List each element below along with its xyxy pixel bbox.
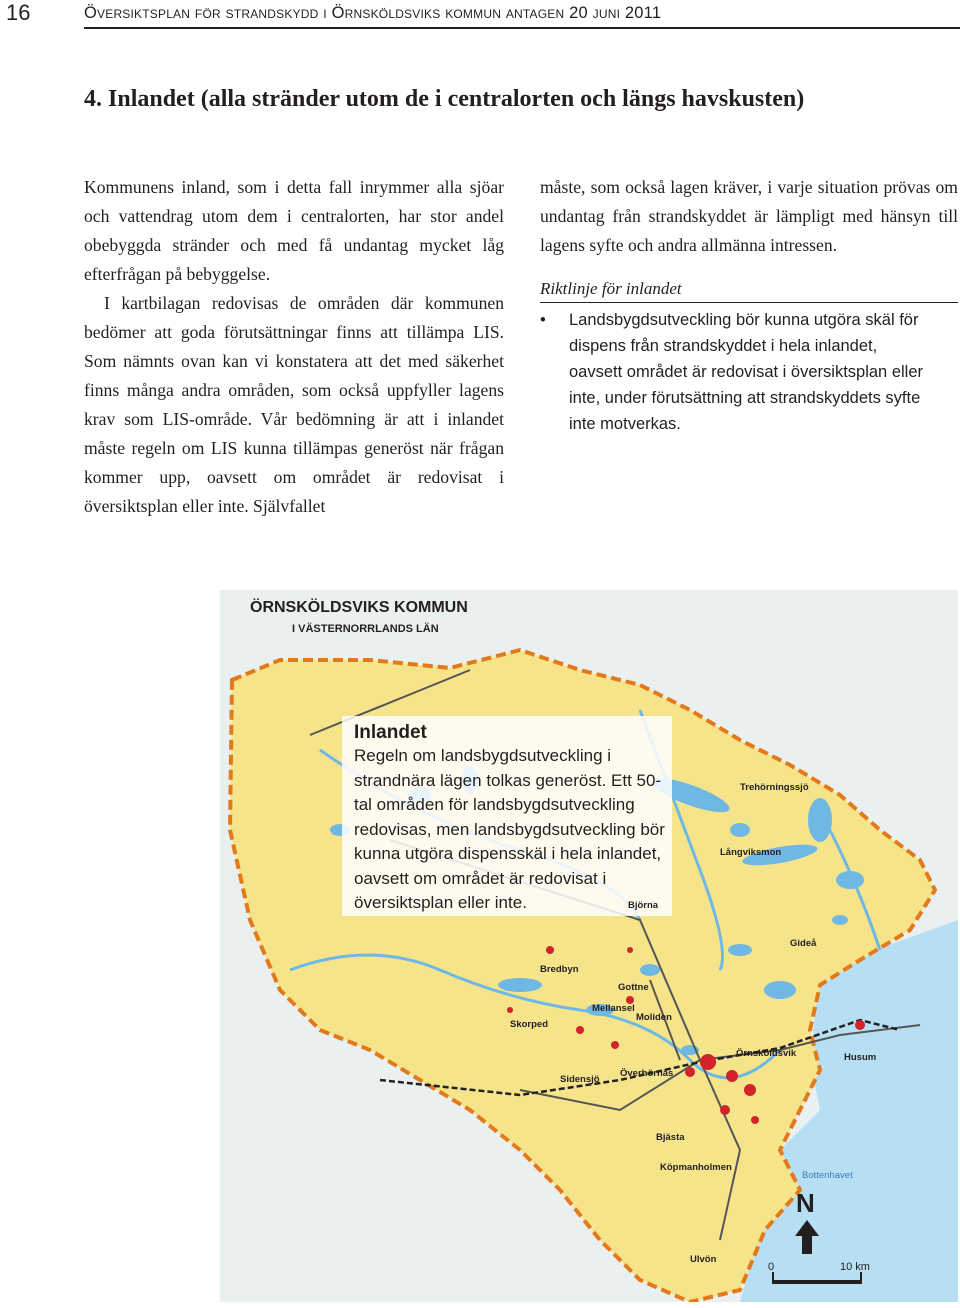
municipality-map [220,590,958,1302]
scale-end: 10 km [840,1261,870,1273]
place-label: Mellansel [592,1003,635,1014]
place-label: Husum [844,1052,877,1063]
running-title: Översiktsplan för strandskydd i Örnsköldsviks kommun antagen 20 juni 2011 [84,4,662,22]
place-label: Ulvön [690,1254,717,1265]
header-rule [84,27,960,29]
map-subtitle: I VÄSTERNORRLANDS LÄN [292,623,439,635]
north-label: N [796,1188,815,1218]
scale-start: 0 [768,1261,775,1273]
guideline-text: Landsbygdsutveckling bör kunna utgöra skäl för dispens från strandskyddet i hela inlandet, oavsett området är redovisat i översiktsplan eller inte, under förutsättning att strandskyddets syfte inte motverkas. [569,311,923,433]
place-label: Moliden [636,1012,672,1023]
callout-text-wrap [354,744,676,914]
body-paragraph: Kommunens inland, som i detta fall inrymmer alla sjöar och vattendrag utom dem i centralorten, har stor andel obebyggda stränder och med få undantag mycket låg efterfrågan på bebyggelse. [84,177,504,284]
map-title: ÖRNSKÖLDSVIKS KOMMUN [250,599,468,616]
place-label: Gideå [790,938,817,949]
right-column [540,173,958,437]
place-label: Gottne [618,982,649,993]
place-label: Köpmanholmen [660,1162,732,1173]
page-header [0,0,960,30]
section-title: 4. Inlandet (alla stränder utom de i centralorten och längs havskusten) [84,86,805,112]
place-label: Trehörningssjö [740,782,809,793]
body-paragraph: I kartbilagan redovisas de områden där kommunen bedömer att goda förutsättningar finns att tillämpa LIS. Som nämnts ovan kan vi konstatera att det med säkerhet finns många andra områden, som också uppfyller lagens krav som LIS-område. Vår bedömning är att i inlandet måste regeln om LIS kunna tillämpas generöst när frågan kommer upp, oavsett om området är redovisat i översiktsplan eller inte. Självfallet [84,293,504,516]
body-paragraph: måste, som också lagen kräver, i varje situation prövas om undantag från strandskyddet är lämpligt med hänsyn till lagens syfte och andra allmänna intressen. [540,177,958,255]
sea-label: Bottenhavet [802,1170,853,1181]
place-label: Björna [628,900,659,911]
bullet-icon: • [540,311,546,329]
place-label: Långviksmon [720,847,782,858]
callout-title: Inlandet [354,722,427,743]
guideline-list [540,307,958,437]
place-label: Skorped [510,1019,549,1030]
callout-text: Regeln om landsbygdsutveckling i strandnära lägen tolkas generöst. Ett 50-tal områden för landsbygdsutveckling redovisas, men landsbygdsutveckling bör kunna utgöra dispensskäl i hela inlandet, oavsett om området är redovisat i översiktsplan eller inte. [354,746,665,912]
place-label: Bjästa [656,1132,685,1143]
left-column [84,173,504,521]
page-number: 16 [6,0,31,25]
place-label: Bredbyn [540,964,579,975]
place-label: Överhörnäs [620,1068,674,1079]
place-label: Sidensjö [560,1074,600,1085]
guideline-heading: Riktlinje för inlandet [540,276,958,303]
place-label: Örnsköldsvik [736,1048,797,1059]
list-item [540,307,929,437]
